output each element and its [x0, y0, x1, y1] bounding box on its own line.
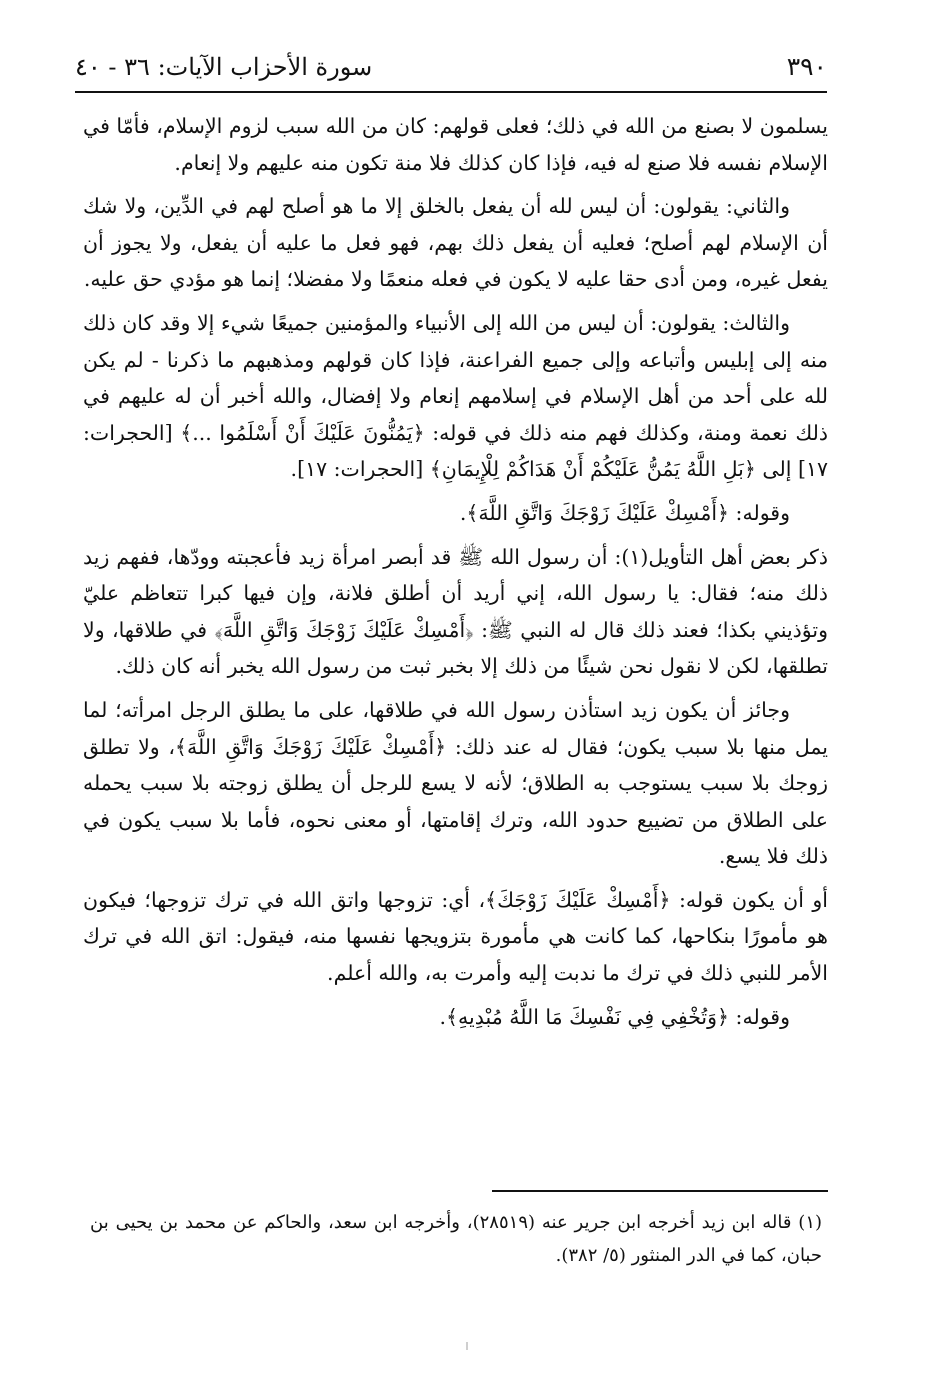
paragraph: ذكر بعض أهل التأويل(١): أن رسول الله ﷺ قد أبصر امرأة زيد فأعجبته وودّها، ففهم زيد ذلك منه؛ فقال: يا رسول الله، إني أريد أن أطلق فلانة، وإن فيها كبرا تتعاظم عليّ وتؤذيني بكذا؛ فعند ذلك قال له النبي ﷺ: ﴿أَمْسِكْ عَلَيْكَ زَوْجَكَ وَاتَّقِ اللَّهَ﴾ في طلاقها، ولا تطلقها، لكن لا نقول نحن شيئًا من ذلك إلا بخبر ثبت من رسول الله يخبر أنه كان ذلك.: [83, 544, 828, 679]
paragraph: وقوله: ﴿أَمْسِكْ عَلَيْكَ زَوْجَكَ وَاتَّقِ اللَّهَ﴾.: [459, 500, 790, 525]
paragraph: وقوله: ﴿وَتُخْفِي فِي نَفْسِكَ مَا اللَّهُ مُبْدِيهِ﴾.: [439, 1004, 790, 1029]
footnote: (١) قاله ابن زيد أخرجه ابن جرير عنه (٢٨٥١٩)، وأخرجه ابن سعد، والحاكم عن محمد بن يحيى بن حبان، كما في الدر المنثور (٥/ ٣٨٢).: [90, 1212, 823, 1266]
paragraph: أو أن يكون قوله: ﴿أَمْسِكْ عَلَيْكَ زَوْجَكَ﴾، أي: تزوجها واتق الله في ترك تزوجها؛ فيكون هو مأمورًا بنكاحها، كما كانت هي مأمورة بتزويجها نفسها منه، فيقول: اتق الله في ترك الأمر للنبي ذلك في ترك ما ندبت إليه وأمرت به، والله أعلم.: [83, 887, 828, 986]
main-text: [83, 108, 828, 1042]
paragraph: وجائز أن يكون زيد استأذن رسول الله في طلاقها، على ما يطلق الرجل امرأته؛ لما يمل منها بلا سبب يكون؛ فقال له عند ذلك: ﴿أَمْسِكْ عَلَيْكَ زَوْجَكَ وَاتَّقِ اللَّهَ﴾، ولا تطلق زوجك بلا سبب يستوجب به الطلاق؛ لأنه لا يسع للرجل أن يطلق زوجته بلا سبب يحمله على الطلاق من تضييع حدود الله، وترك إقامتها، أو معنى نحوه، فأما بلا سبب يكون في ذلك فلا يسع.: [83, 697, 828, 869]
paragraph: والثالث: يقولون: أن ليس من الله إلى الأنبياء والمؤمنين جميعًا شيء إلا وقد كان ذلك منه إلى إبليس وأتباعه وإلى جميع الفراعنة، فإذا كان قولهم ومذهبهم ما ذكرنا - لم يكن لله على أحد من أهل الإسلام في إسلامهم إنعام ولا إفضال، والله أخبر أن له عليهم في ذلك نعمة ومنة، وكذلك فهم منه ذلك في قوله: ﴿يَمُنُّونَ عَلَيْكَ أَنْ أَسْلَمُوا ...﴾ [الحجرات: ١٧] إلى ﴿بَلِ اللَّهُ يَمُنُّ عَلَيْكُمْ أَنْ هَدَاكُمْ لِلْإِيمَانِ﴾ [الحجرات: ١٧].: [83, 310, 828, 482]
header-rule: [75, 91, 827, 93]
page-header: [75, 50, 827, 90]
footnote-rule: [492, 1190, 828, 1192]
scan-speck: [466, 1342, 468, 1350]
paragraph: والثاني: يقولون: أن ليس لله أن يفعل بالخلق إلا ما هو أصلح لهم في الدِّين، ولا شك أن الإسلام لهم أصلح؛ فعليه أن يفعل ذلك بهم، فهو فعل ما عليه أن يفعل، ولا يجوز أن يفعل غيره، ومن أدى حقا عليه لا يكون في فعله منعمًا ولا مفضلا؛ إنما هو مؤدي حق عليه.: [83, 194, 828, 292]
footnotes: [90, 1206, 822, 1272]
page-number: ٣٩٠: [786, 52, 827, 81]
running-head: سورة الأحزاب الآيات: ٣٦ - ٤٠: [75, 53, 373, 81]
paragraph: يسلمون لا بصنع من الله في ذلك؛ فعلى قولهم: كان من الله سبب لزوم الإسلام، فأمّا في الإسلام نفسه فلا صنع له فيه، فإذا كان كذلك فلا منة تكون منه عليهم ولا إنعام.: [83, 114, 828, 175]
